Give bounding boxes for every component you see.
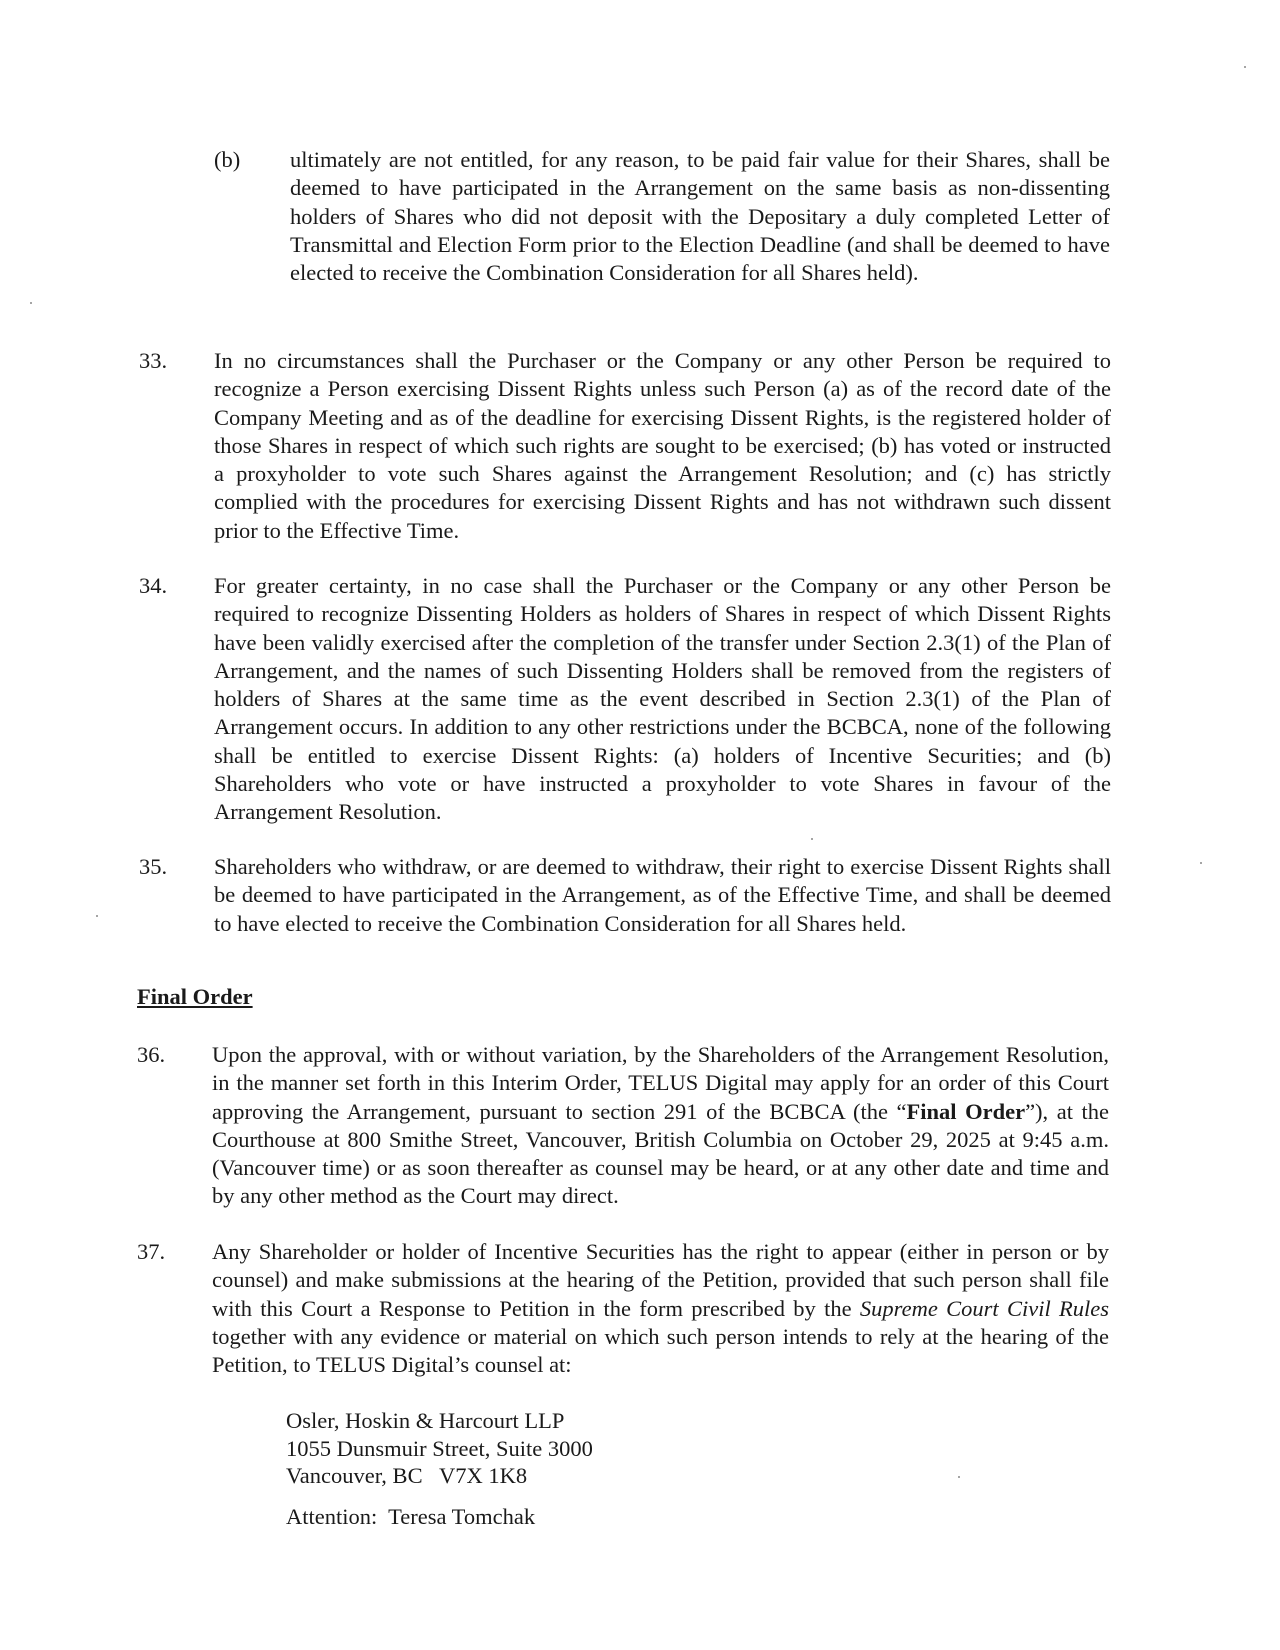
counsel-attention [286,1503,535,1531]
para-35-number: 35. [139,854,168,879]
scan-speck [96,915,98,917]
counsel-firm-name: Osler, Hoskin & Harcourt LLP [286,1408,565,1433]
subclause-b-text: ultimately are not entitled, for any reason, to be paid fair value for their Shares, shall be deemed to have participated in the Arrangement on the same basis as non-dissenting holders of Shares who did not deposit with the Depositary a duly completed Letter of Transmittal and Election Form prior to the Election Deadline (and shall be deemed to have elected to receive the Combination Consideration for all Shares held). [290,147,1110,286]
para-33-number: 33. [139,348,168,373]
para-36-text-after: ”), at the Courthouse at 800 Smithe Street, Vancouver, British Columbia on October 29, 2025 at 9:45 a.m. (Vancouver time) or as soon thereafter as counsel may be heard, or at any other date and time and by any other method as the Court may direct. [212,1098,1109,1209]
section-heading-final-order: Final Order [137,984,253,1009]
counsel-attention-line: Attention: Teresa Tomchak [286,1504,536,1529]
counsel-city: Vancouver, BC V7X 1K8 [286,1463,528,1488]
scan-speck [958,1476,960,1478]
scan-speck [811,838,813,840]
subclause-b-label: (b) [214,147,241,172]
counsel-street: 1055 Dunsmuir Street, Suite 3000 [286,1435,593,1461]
para-37-number: 37. [137,1239,166,1264]
scan-speck [30,302,32,304]
supreme-court-civil-rules-title: Supreme Court Civil Rules [859,1295,1109,1321]
para-33-text: In no circumstances shall the Purchaser or the Company or any other Person be required to recognize a Person exercising Dissent Rights unless such Person (a) as of the record date of the Company Meeting and as of the deadline for exercising Dissent Rights, is the registered holder of those Shares in respect of which such rights are sought to be exercised; (b) has voted or instructed a proxyholder to vote such Shares against the Arrangement Resolution; and (c) has strictly complied with the procedures for exercising Dissent Rights and has not withdrawn such dissent prior to the Effective Time. [214,348,1111,543]
scan-speck [1200,862,1202,864]
para-35-text: Shareholders who withdraw, or are deemed to withdraw, their right to exercise Dissent Rights shall be deemed to have participated in the Arrangement, as of the Effective Time, and shall be deemed to have elected to receive the Combination Consideration for all Shares held. [214,854,1111,936]
para-34-text: For greater certainty, in no case shall the Purchaser or the Company or any other Person be required to recognize Dissenting Holders as holders of Shares in respect of which Dissent Rights have been validly exercised after the completion of the transfer under Section 2.3(1) of the Plan of Arrangement, and the names of such Dissenting Holders shall be removed from the registers of holders of Shares at the same time as the event described in Section 2.3(1) of the Plan of Arrangement occurs. In addition to any other restrictions under the BCBCA, none of the following shall be entitled to exercise Dissent Rights: (a) holders of Incentive Securities; and (b) Shareholders who vote or have instructed a proxyholder to vote Shares in favour of the Arrangement Resolution. [214,573,1111,825]
para-36-number: 36. [137,1042,166,1067]
para-37-text-after: together with any evidence or material on which such person intends to rely at the hearing of the Petition, to TELUS Digital’s counsel at: [212,1323,1109,1378]
counsel-address-block [286,1407,593,1490]
para-37-text [212,1238,1109,1379]
para-36-text-before: Upon the approval, with or without variation, by the Shareholders of the Arrangement Resolution, in the manner set forth in this Interim Order, TELUS Digital may apply for an order of this Court approving the Arrangement, pursuant to section 291 of the BCBCA (the “ [212,1042,1109,1124]
scan-speck [1244,66,1246,68]
para-37-text-before: Any Shareholder or holder of Incentive Securities has the right to appear (either in person or by counsel) and make submissions at the hearing of the Petition, provided that such person shall file with this Court a Response to Petition in the form prescribed by the [212,1239,1109,1321]
para-34-number: 34. [139,573,168,598]
final-order-defined-term: Final Order [906,1098,1026,1124]
para-36-text [212,1041,1109,1211]
